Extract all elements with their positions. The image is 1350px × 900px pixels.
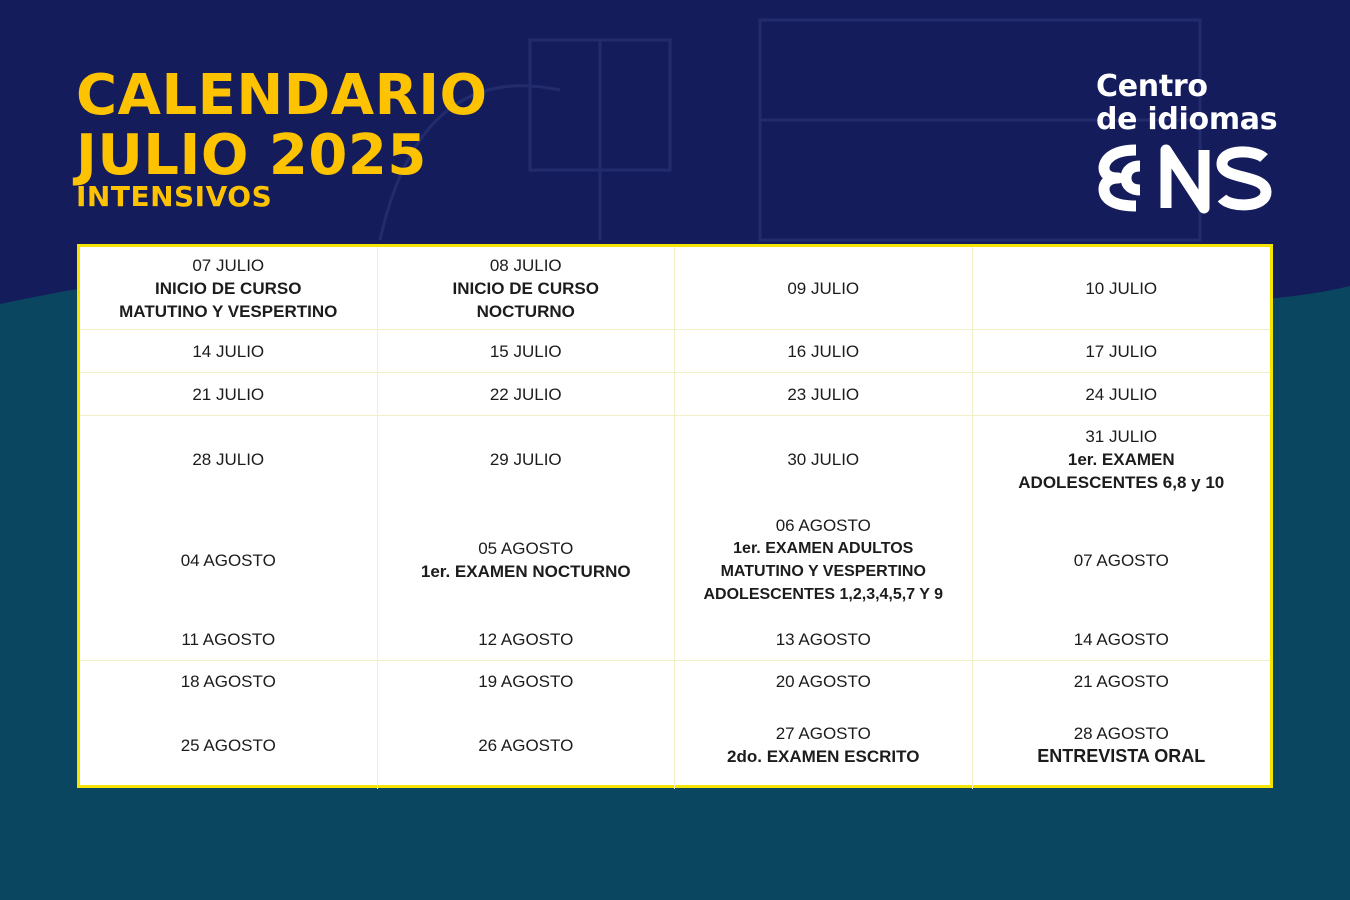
cell-date: 04 AGOSTO [180,550,276,570]
cell-date: 07 JULIO [192,255,265,275]
calendar-cell [675,502,973,618]
cell-event: 1er. EXAMEN ADULTOS [733,540,914,557]
calendar-cell [675,373,973,415]
calendar-cell [80,701,378,789]
cell-event: 1er. EXAMEN [1067,449,1175,469]
cell-date: 31 JULIO [1085,426,1158,446]
calendar-cell [378,661,676,701]
calendar-cell [973,618,1271,660]
cell-event: ADOLESCENTES 6,8 y 10 [1018,472,1225,492]
cell-event: MATUTINO Y VESPERTINO [119,301,338,321]
calendar-row [80,618,1270,661]
calendar-cell [80,330,378,372]
calendar-cell [675,247,973,329]
cell-date: 21 AGOSTO [1073,671,1169,691]
cell-event: 2do. EXAMEN ESCRITO [727,747,920,766]
calendar-cell [80,373,378,415]
cell-date: 19 AGOSTO [478,671,574,691]
calendar-cell [973,502,1271,618]
cell-date: 17 JULIO [1085,341,1158,361]
cell-date: 11 AGOSTO [181,629,276,649]
calendar-row [80,661,1270,701]
cell-date: 20 AGOSTO [775,671,871,691]
cell-event: 1er. EXAMEN NOCTURNO [420,562,631,581]
calendar-cell [675,330,973,372]
calendar-row [80,330,1270,373]
ens-logo-icon [1096,142,1276,214]
cell-event: INICIO DE CURSO [452,278,599,298]
calendar-table [77,244,1273,788]
calendar-cell [80,502,378,618]
title-block [76,63,488,213]
calendar-cell [378,330,676,372]
cell-date: 06 AGOSTO [775,516,871,535]
cell-date: 16 JULIO [787,341,860,361]
cell-date: 28 AGOSTO [1073,724,1169,743]
calendar-cell [378,373,676,415]
calendar-cell [675,701,973,789]
cell-event: MATUTINO Y VESPERTINO [720,563,926,580]
cell-date: 14 AGOSTO [1073,629,1169,649]
cell-date: 14 JULIO [192,341,265,361]
calendar-cell [973,373,1271,415]
brand-logo [1096,70,1277,214]
calendar-row [80,416,1270,502]
calendar-cell [80,247,378,329]
cell-date: 10 JULIO [1085,278,1158,298]
cell-date: 13 AGOSTO [775,629,871,649]
page-title-date: JULIO 2025 [76,123,427,188]
cell-date: 29 JULIO [489,449,562,469]
cell-event: ENTREVISTA ORAL [1037,746,1206,766]
calendar-cell [973,701,1271,789]
logo-line-2: de idiomas [1096,102,1278,137]
page-subtitle: INTENSIVOS [76,180,273,213]
page-title: CALENDARIO [76,63,488,128]
calendar-cell [675,618,973,660]
calendar-row [80,701,1270,789]
cell-date: 15 JULIO [489,341,562,361]
cell-date: 09 JULIO [787,278,860,298]
cell-date: 21 JULIO [192,384,265,404]
calendar-cell [378,247,676,329]
cell-date: 25 AGOSTO [180,735,276,755]
calendar-cell [80,661,378,701]
calendar-cell [675,416,973,502]
cell-date: 27 AGOSTO [775,724,871,743]
cell-date: 05 AGOSTO [478,539,574,558]
cell-date: 23 JULIO [787,384,860,404]
cell-date: 08 JULIO [489,255,562,275]
calendar-row [80,373,1270,416]
cell-date: 24 JULIO [1085,384,1158,404]
calendar-cell [973,416,1271,502]
cell-date: 28 JULIO [192,449,265,469]
calendar-cell [80,416,378,502]
calendar-cell [973,247,1271,329]
logo-line-1: Centro [1096,69,1208,104]
cell-event: ADOLESCENTES 1,2,3,4,5,7 Y 9 [703,586,943,603]
cell-event: INICIO DE CURSO [155,278,302,298]
calendar-row [80,502,1270,618]
calendar-cell [378,416,676,502]
cell-date: 30 JULIO [787,449,860,469]
calendar-cell [80,618,378,660]
cell-date: 18 AGOSTO [180,671,276,691]
calendar-cell [378,618,676,660]
cell-date: 07 AGOSTO [1073,550,1169,570]
calendar-cell [378,502,676,618]
cell-date: 22 JULIO [489,384,562,404]
calendar-cell [378,701,676,789]
calendar-row [80,247,1270,330]
cell-event: NOCTURNO [476,301,575,321]
calendar-cell [973,330,1271,372]
calendar-cell [675,661,973,701]
cell-date: 26 AGOSTO [478,735,574,755]
calendar-cell [973,661,1271,701]
cell-date: 12 AGOSTO [478,629,574,649]
